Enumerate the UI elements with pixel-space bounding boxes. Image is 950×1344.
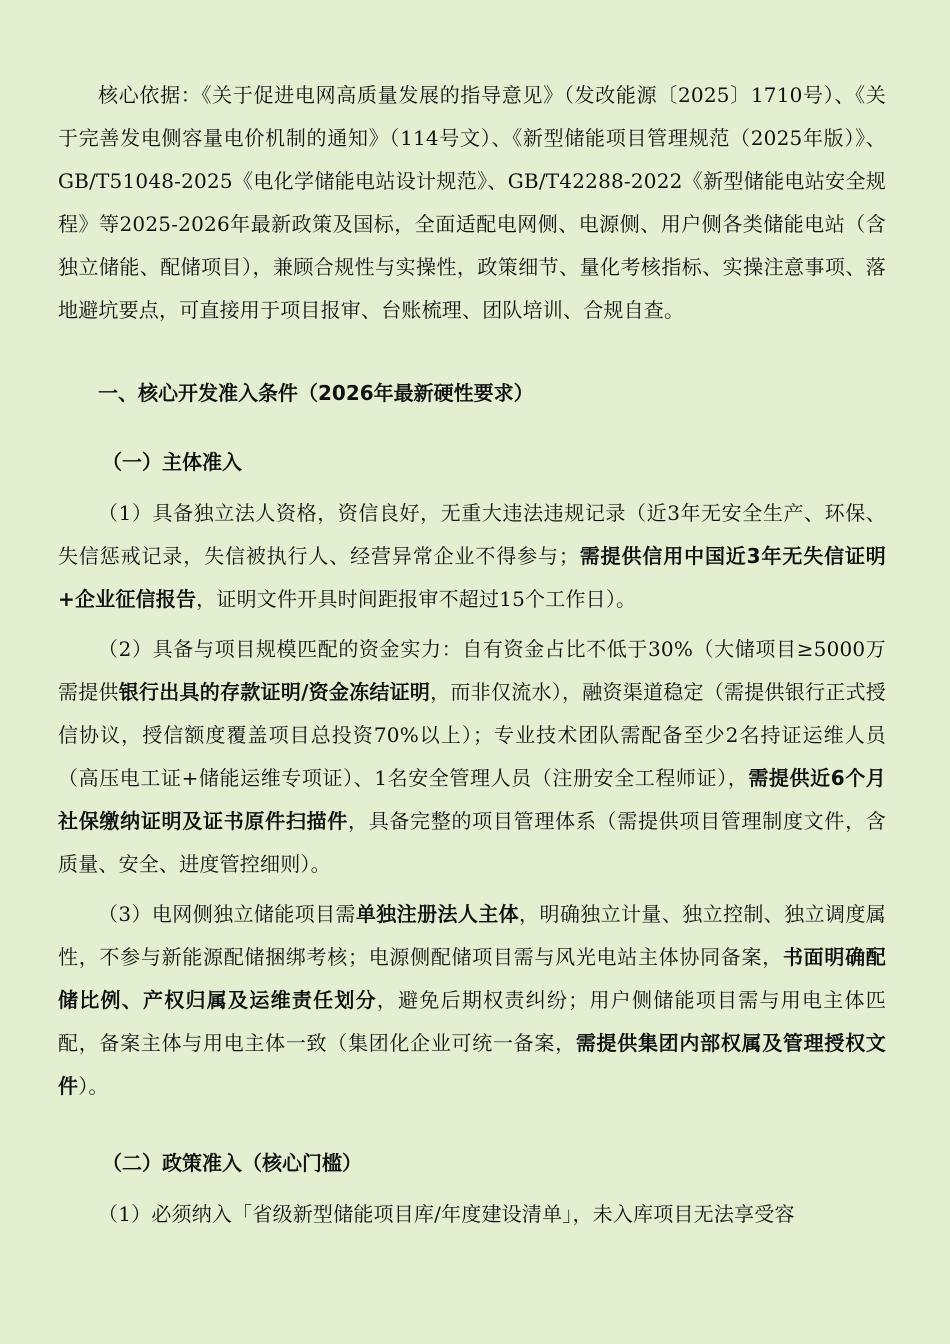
bold-text-run: 银行出具的存款证明/资金冻结证明 (118, 680, 431, 704)
paragraph-item-2 (58, 628, 886, 886)
text-run: ，具备完整的项目管理体系（需提供项目管理制度文件，含质量、安全、进度管控细则）。 (58, 809, 886, 876)
text-run: （2）具备与项目规模匹配的资金实力：自有资金占比不低于30%（大储项目≥5000万需提供 (58, 637, 886, 704)
text-run: （1）具备独立法人资格，资信良好，无重大违法违规记录（近3年无安全生产、环保、失信惩戒记录，失信被执行人、经营异常企业不得参与； (58, 501, 886, 568)
bold-text-run: 书面明确配储比例、产权归属及运维责任划分 (58, 945, 887, 1012)
bold-text-run: 需提供集团内部权属及管理授权文件 (58, 1031, 887, 1098)
intro-paragraph: 核心依据：《关于促进电网高质量发展的指导意见》（发改能源〔2025〕1710号）、《关于完善发电侧容量电价机制的通知》（114号文）、《新型储能项目管理规范（2025年版）》、GB/T51048-2025《电化学储能电站设计规范》、GB/T42288-2022《新型储能电站安全规程》等2025-2026年最新政策及国标，全面适配电网侧、电源侧、用户侧各类储能电站（含独立储能、配储项目），兼顾合规性与实操性，政策细节、量化考核指标、实操注意事项、落地避坑要点，可直接用于项目报审、台账梳理、团队培训、合规自查。 (58, 83, 886, 322)
bold-text-run: 需提供近6个月社保缴纳证明及证书原件扫描件 (58, 766, 886, 833)
section-heading-1: 一、核心开发准入条件（2026年最新硬性要求） (98, 381, 534, 405)
bold-text-run: 单独注册法人主体 (355, 902, 520, 926)
paragraph-item-3 (58, 893, 886, 1108)
text-run: ）。 (78, 1074, 109, 1098)
subsection-heading-subject-access: （一）主体准入 (102, 450, 242, 474)
text-run: （3）电网侧独立储能项目需 (98, 902, 356, 926)
bold-text-run: 需提供信用中国近3年无失信证明+企业征信报告 (58, 544, 887, 611)
paragraph-item-4: （1）必须纳入「省级新型储能项目库/年度建设清单」，未入库项目无法享受容 (98, 1202, 795, 1226)
text-run: ，而非仅流水），融资渠道稳定（需提供银行正式授信协议，授信额度覆盖项目总投资70%以上）；专业技术团队需配备至少2名持证运维人员（高压电工证+储能运维专项证）、1名安全管理人员（注册安全工程师证）， (58, 680, 886, 790)
text-run: ，避免后期权责纠纷；用户侧储能项目需与用电主体匹配，备案主体与用电主体一致（集团化企业可统一备案， (58, 988, 886, 1055)
text-run: ，证明文件开具时间距报审不超过15个工作日）。 (196, 587, 637, 611)
text-run: ，明确独立计量、独立控制、独立调度属性，不参与新能源配储捆绑考核；电源侧配储项目需与风光电站主体协同备案， (58, 902, 886, 969)
subsection-heading-policy-access: （二）政策准入（核心门槛） (102, 1151, 362, 1175)
paragraph-item-1 (58, 492, 886, 621)
